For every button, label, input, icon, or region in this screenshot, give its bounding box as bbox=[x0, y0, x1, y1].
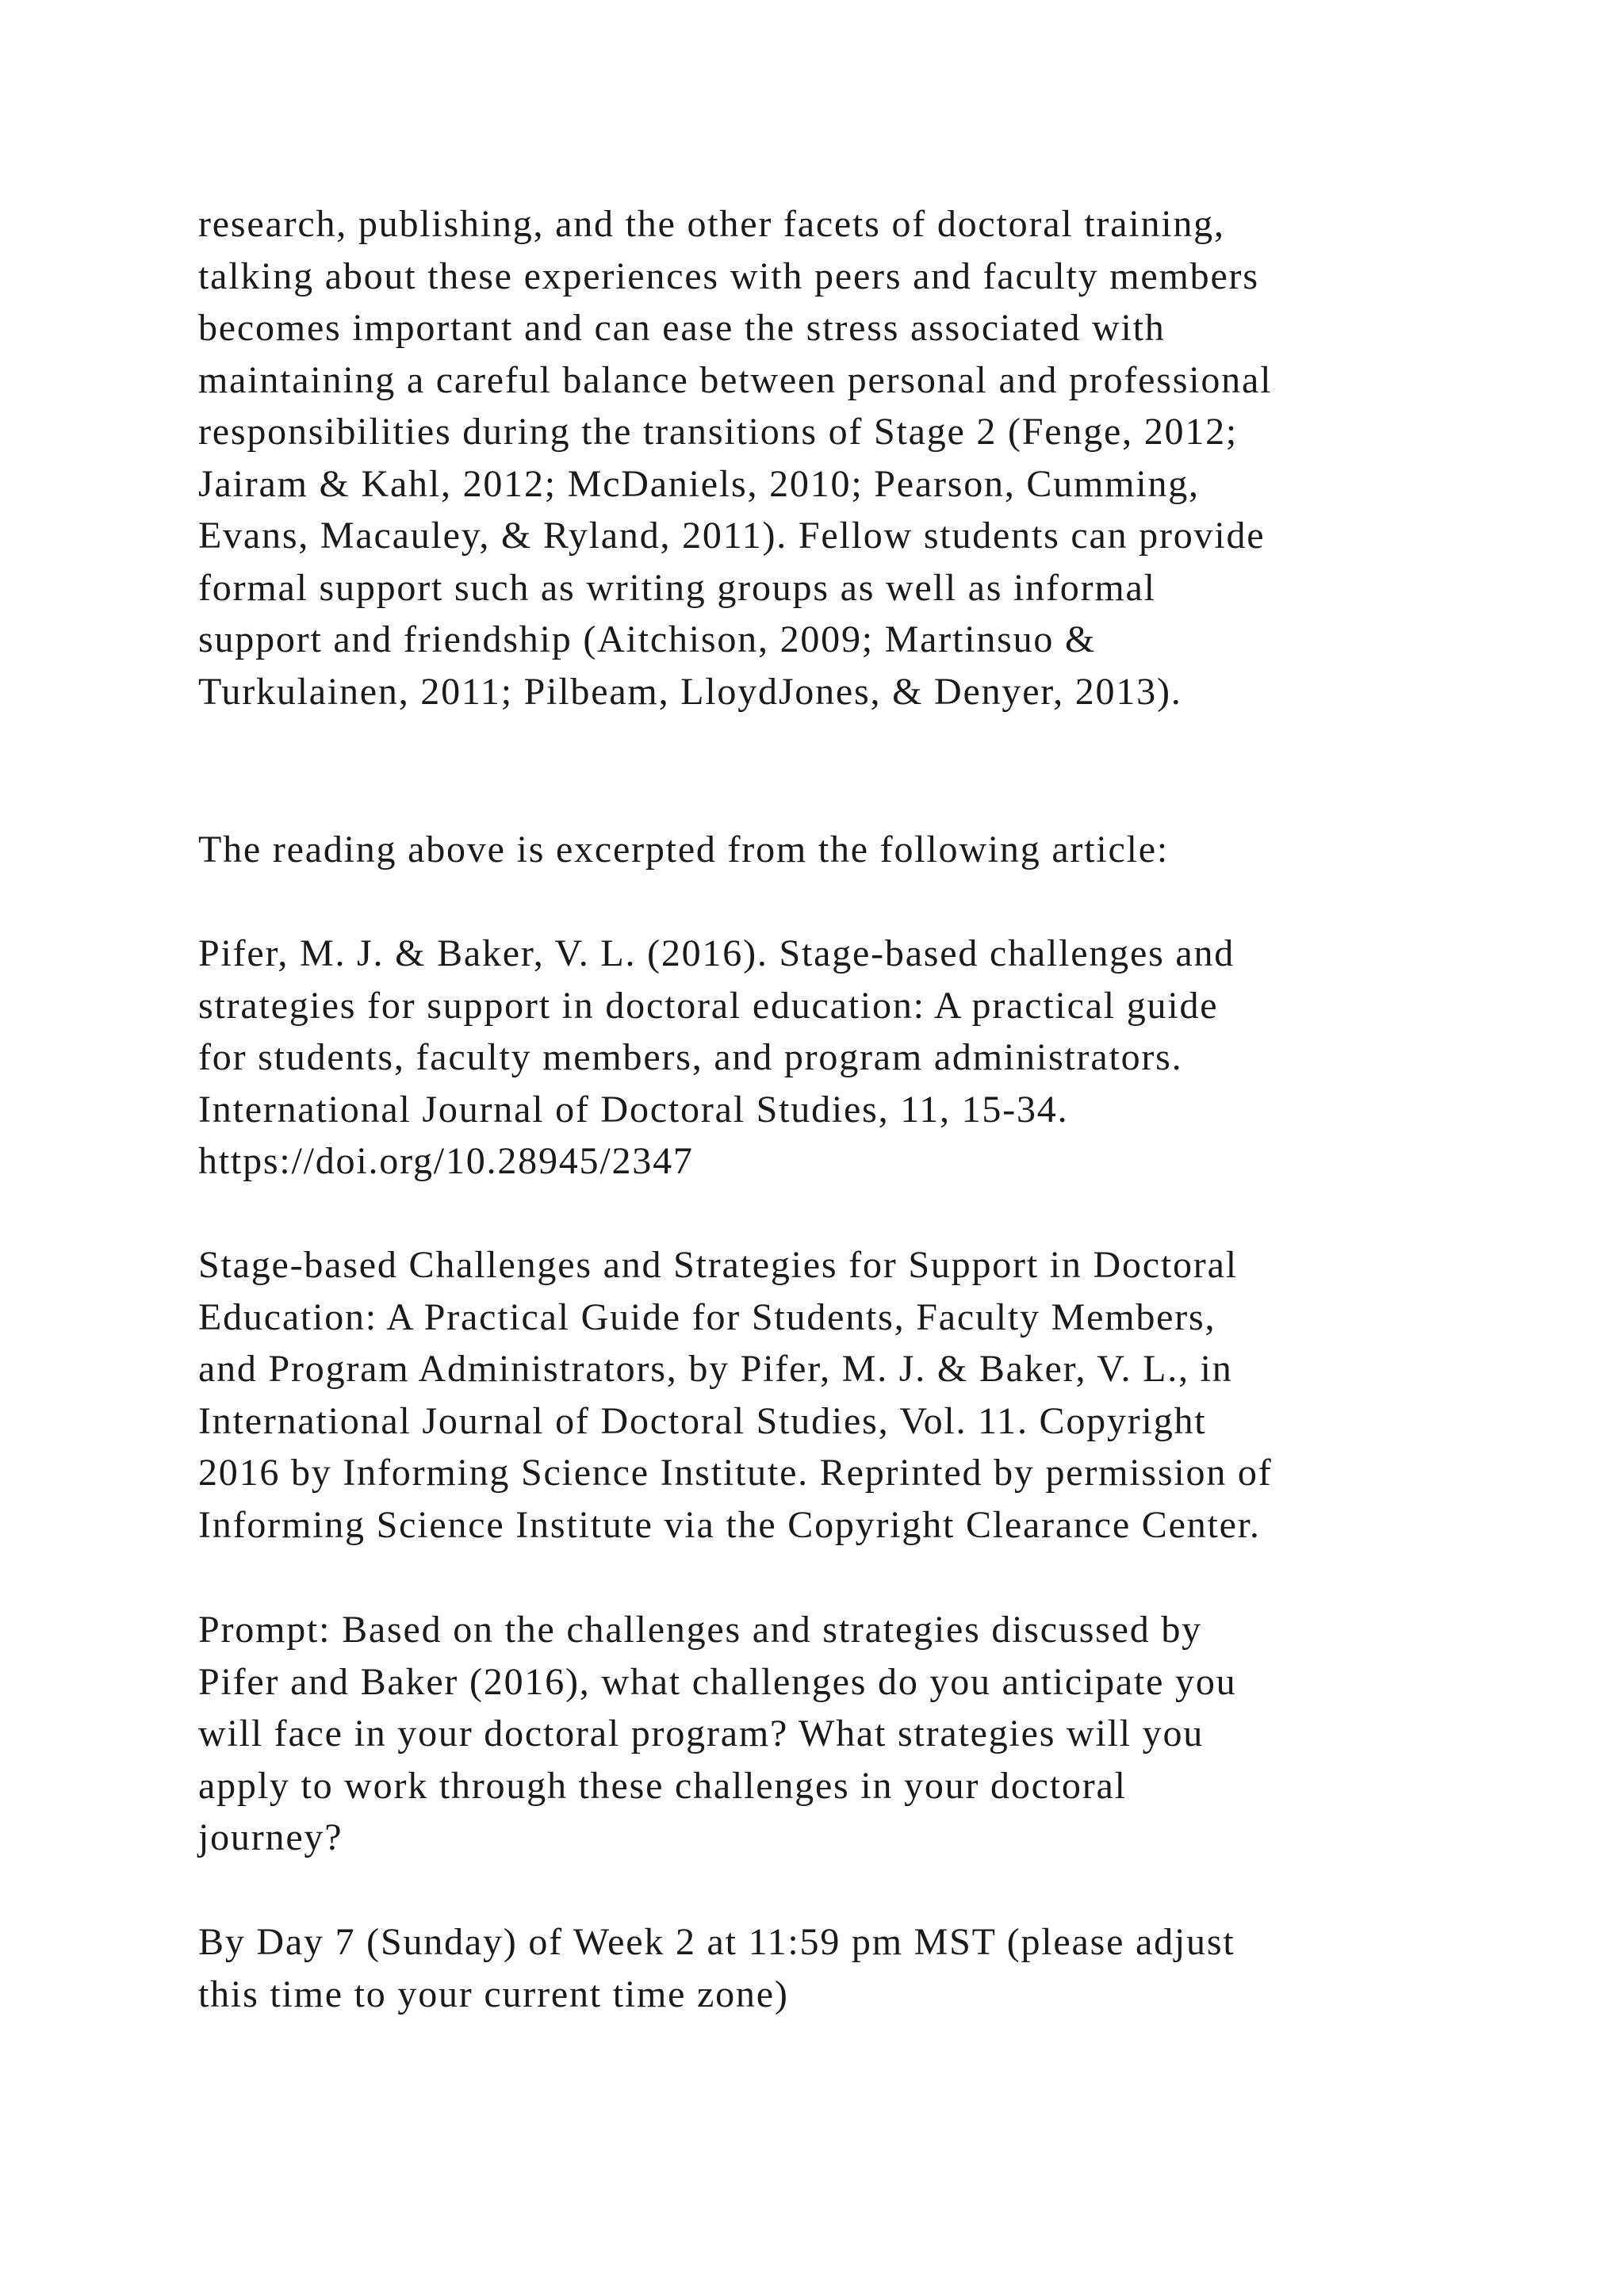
text-line: becomes important and can ease the stress associated with bbox=[198, 307, 1166, 349]
text-line: talking about these experiences with peers and faculty members bbox=[198, 254, 1259, 297]
text-line: for students, faculty members, and program administrators. bbox=[198, 1036, 1183, 1078]
excerpt-paragraph bbox=[198, 198, 1272, 718]
text-line: Pifer and Baker (2016), what challenges do you anticipate you bbox=[198, 1660, 1237, 1703]
text-line: support and friendship (Aitchison, 2009; Martinsuo & bbox=[198, 618, 1097, 660]
text-line: Turkulainen, 2011; Pilbeam, LloydJones, & Denyer, 2013). bbox=[198, 670, 1182, 713]
citation-paragraph bbox=[198, 928, 1235, 1188]
text-line: https://doi.org/10.28945/2347 bbox=[198, 1140, 694, 1182]
text-line: this time to your current time zone) bbox=[198, 1973, 789, 2015]
text-line: maintaining a careful balance between personal and professional bbox=[198, 358, 1273, 401]
copyright-paragraph bbox=[198, 1239, 1273, 1551]
text-line: formal support such as writing groups as well as informal bbox=[198, 566, 1156, 609]
text-line: Informing Science Institute via the Copyright Clearance Center. bbox=[198, 1503, 1261, 1546]
deadline-paragraph bbox=[198, 1916, 1235, 2020]
text-line: Pifer, M. J. & Baker, V. L. (2016). Stage-based challenges and bbox=[198, 932, 1235, 974]
text-line: apply to work through these challenges in your doctoral bbox=[198, 1764, 1127, 1807]
source-intro-paragraph bbox=[198, 824, 1169, 876]
text-line: The reading above is excerpted from the following article: bbox=[198, 828, 1169, 871]
text-line: and Program Administrators, by Pifer, M. J. & Baker, V. L., in bbox=[198, 1348, 1233, 1390]
prompt-paragraph bbox=[198, 1604, 1236, 1864]
text-line: responsibilities during the transitions of Stage 2 (Fenge, 2012; bbox=[198, 411, 1239, 453]
text-line: International Journal of Doctoral Studies, 11, 15-34. bbox=[198, 1088, 1069, 1131]
text-line: 2016 by Informing Science Institute. Reprinted by permission of bbox=[198, 1452, 1273, 1494]
text-line: journey? bbox=[198, 1816, 343, 1858]
text-line: By Day 7 (Sunday) of Week 2 at 11:59 pm MST (please adjust bbox=[198, 1921, 1235, 1963]
text-line: Evans, Macauley, & Ryland, 2011). Fellow students can provide bbox=[198, 515, 1266, 557]
text-line: strategies for support in doctoral education: A practical guide bbox=[198, 984, 1219, 1027]
text-line: International Journal of Doctoral Studies, Vol. 11. Copyright bbox=[198, 1399, 1207, 1442]
text-line: Prompt: Based on the challenges and strategies discussed by bbox=[198, 1609, 1202, 1651]
text-line: research, publishing, and the other facets of doctoral training, bbox=[198, 203, 1225, 245]
text-line: Stage-based Challenges and Strategies for Support in Doctoral bbox=[198, 1244, 1238, 1286]
text-line: Jairam & Kahl, 2012; McDaniels, 2010; Pearson, Cumming, bbox=[198, 462, 1200, 505]
text-line: Education: A Practical Guide for Students, Faculty Members, bbox=[198, 1295, 1216, 1338]
text-line: will face in your doctoral program? What strategies will you bbox=[198, 1712, 1205, 1755]
